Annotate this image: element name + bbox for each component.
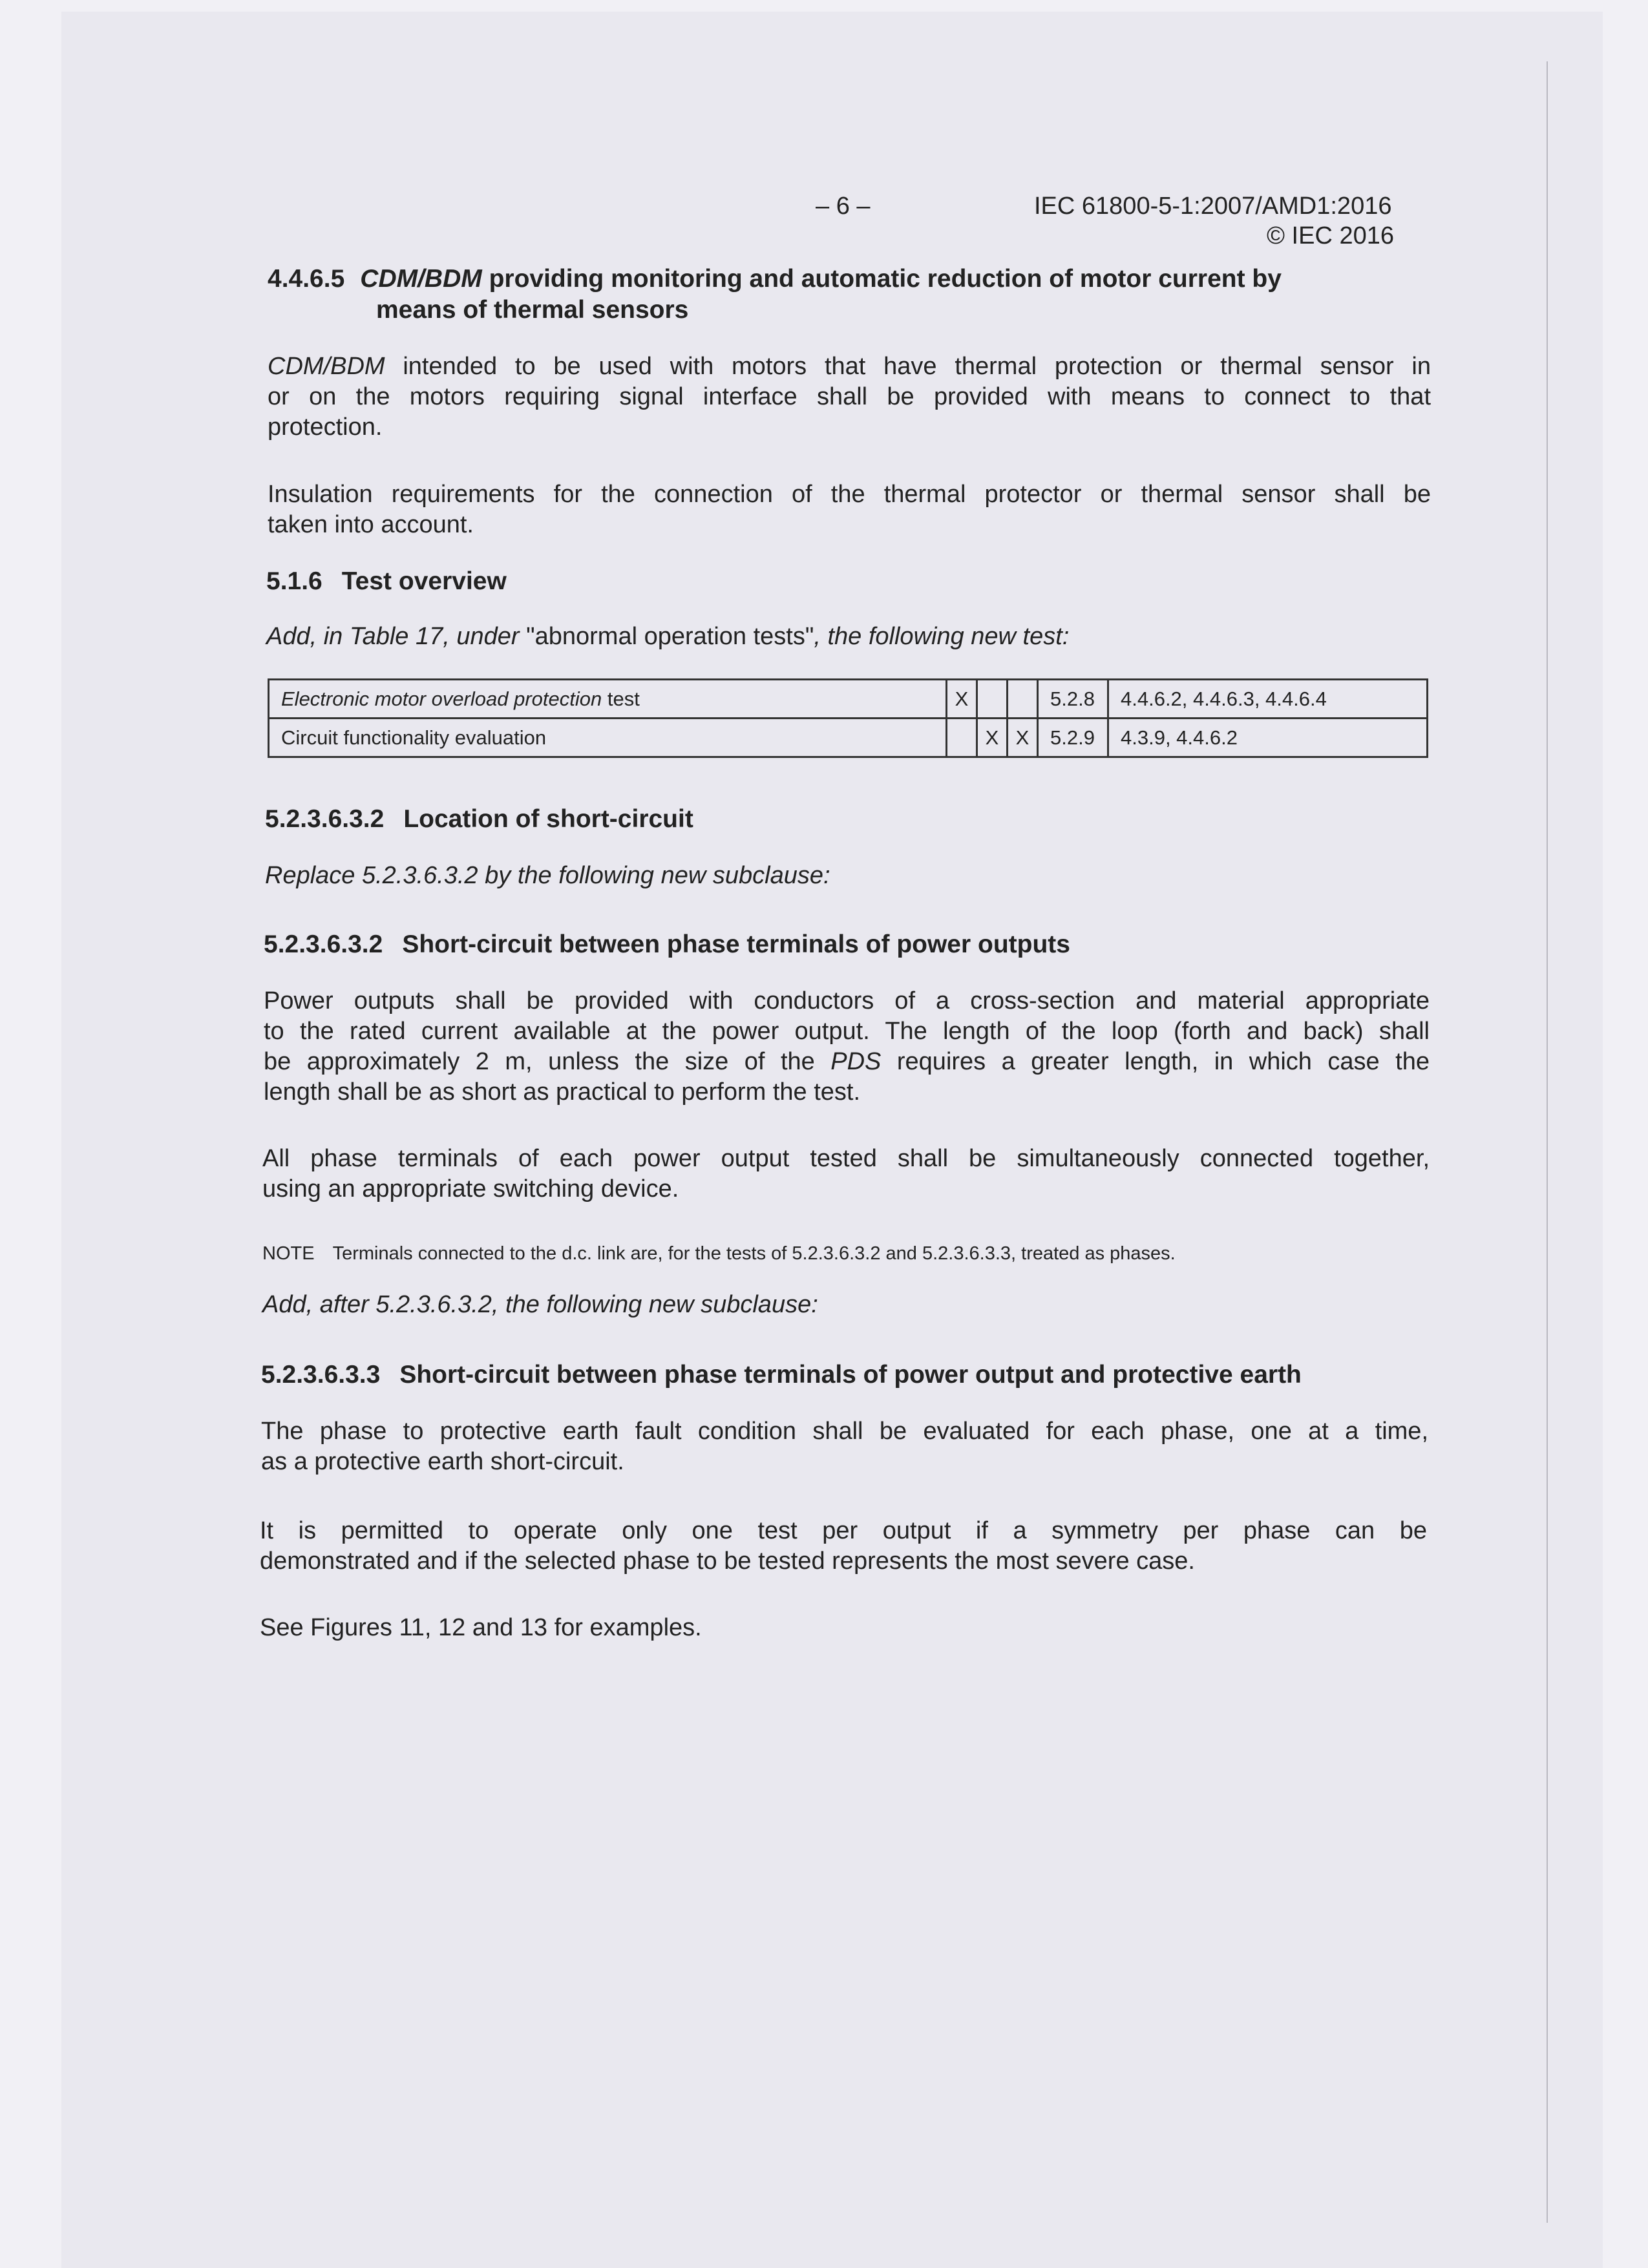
test-name: test: [602, 687, 640, 710]
text-line: as a protective earth short-circuit.: [261, 1448, 624, 1475]
heading-italic: CDM/BDM: [360, 265, 482, 293]
table-cell-mark: X: [947, 680, 977, 719]
paragraph-symmetry: [260, 1516, 1427, 1577]
heading-short-circuit-phase: [264, 930, 1070, 959]
paragraph-see-figures: See Figures 11, 12 and 13 for examples.: [260, 1614, 702, 1641]
table-cell-mark: X: [977, 719, 1008, 757]
document-id: IEC 61800-5-1:2007/AMD1:2016: [1034, 193, 1392, 220]
instr-part: "abnormal operation tests": [526, 623, 814, 650]
text-line: to the rated current available at the power output. The length of the loop (forth and back) shall: [264, 1018, 1430, 1045]
text-line: Insulation requirements for the connection of the thermal protector or thermal sensor shall be: [268, 481, 1431, 508]
table-cell-subclause: 5.2.8: [1038, 680, 1108, 719]
table-row: [269, 680, 1428, 719]
instruction-add: Add, after 5.2.3.6.3.2, the following new subclause:: [262, 1291, 818, 1318]
heading-number: 5.1.6: [266, 567, 322, 595]
heading-4465-line2: means of thermal sensors: [376, 296, 689, 324]
heading-number: 5.2.3.6.3.3: [261, 1361, 381, 1389]
term-cdm-bdm: CDM/BDM: [268, 353, 385, 380]
document-page: [61, 12, 1603, 2268]
term-pds: PDS: [830, 1048, 882, 1075]
text-line: or on the motors requiring signal interface shall be provided with means to connect to that: [268, 383, 1431, 410]
table-cell-test: [269, 719, 947, 757]
text-part: requires a greater length, in which case the: [881, 1048, 1430, 1075]
heading-title: Short-circuit between phase terminals of power output and protective earth: [399, 1361, 1302, 1389]
text-line: Power outputs shall be provided with conductors of a cross-section and material appropriate: [264, 987, 1430, 1014]
heading-4465: [268, 265, 1431, 293]
instr-part: Add, in Table 17, under: [266, 623, 527, 650]
paragraph-power-outputs: [264, 986, 1430, 1108]
text-line: taken into account.: [268, 511, 474, 538]
paragraph-4465-2: [268, 479, 1431, 540]
test-name: Circuit functionality evaluation: [281, 726, 547, 749]
heading-title: Short-circuit between phase terminals of power outputs: [402, 930, 1070, 958]
instruction-replace: Replace 5.2.3.6.3.2 by the following new subclause:: [265, 862, 830, 889]
heading-number: 5.2.3.6.3.2: [265, 805, 385, 833]
table-cell-mark: [977, 680, 1008, 719]
heading-title: Test overview: [341, 567, 507, 595]
text-line: The phase to protective earth fault condition shall be evaluated for each phase, one at a time,: [261, 1418, 1428, 1445]
instruction-516: [266, 622, 1069, 652]
paragraph-4465-1: [268, 352, 1431, 443]
page-edge-line: [1547, 61, 1548, 2223]
table-cell-refs: 4.4.6.2, 4.4.6.3, 4.4.6.4: [1108, 680, 1428, 719]
text-line: It is permitted to operate only one test per output if a symmetry per phase can be: [260, 1517, 1427, 1544]
copyright: © IEC 2016: [1267, 222, 1394, 249]
heading-516: [266, 567, 507, 596]
heading-number: 5.2.3.6.3.2: [264, 930, 383, 958]
table-row: [269, 719, 1428, 757]
note-text: Terminals connected to the d.c. link are, for the tests of 5.2.3.6.3.2 and 5.2.3.6.3.3, treated as phases.: [332, 1243, 1176, 1264]
table-cell-subclause: 5.2.9: [1038, 719, 1108, 757]
paragraph-phase-terminals: [262, 1144, 1430, 1204]
table-cell-refs: 4.3.9, 4.4.6.2: [1108, 719, 1428, 757]
page-number: – 6 –: [816, 193, 871, 220]
heading-title-line1: providing monitoring and automatic reduction of motor current by: [481, 265, 1282, 293]
text-line: using an appropriate switching device.: [262, 1175, 679, 1202]
test-name-italic: Electronic motor overload protection: [281, 687, 602, 710]
text-line: length shall be as short as practical to perform the test.: [264, 1078, 861, 1106]
table-cell-mark: [1008, 680, 1038, 719]
text-part: be approximately 2 m, unless the size of the: [264, 1048, 831, 1075]
table-cell-test: [269, 680, 947, 719]
text-line: All phase terminals of each power output tested shall be simultaneously connected together,: [262, 1145, 1430, 1172]
tests-table: [268, 678, 1428, 758]
paragraph-fault-condition: [261, 1416, 1428, 1477]
table-cell-mark: X: [1008, 719, 1038, 757]
text-line: intended to be used with motors that have thermal protection or thermal sensor in: [385, 353, 1431, 380]
heading-location-short-circuit: [265, 805, 693, 834]
note-label: NOTE: [262, 1243, 315, 1264]
heading-short-circuit-earth: [261, 1361, 1302, 1389]
text-line: protection.: [268, 414, 383, 441]
note: [262, 1243, 1176, 1265]
instr-part: , the following new test:: [814, 623, 1070, 650]
heading-title: Location of short-circuit: [403, 805, 693, 833]
heading-number: 4.4.6.5: [268, 265, 345, 293]
table-cell-mark: [947, 719, 977, 757]
text-line: demonstrated and if the selected phase to be tested represents the most severe case.: [260, 1548, 1195, 1575]
